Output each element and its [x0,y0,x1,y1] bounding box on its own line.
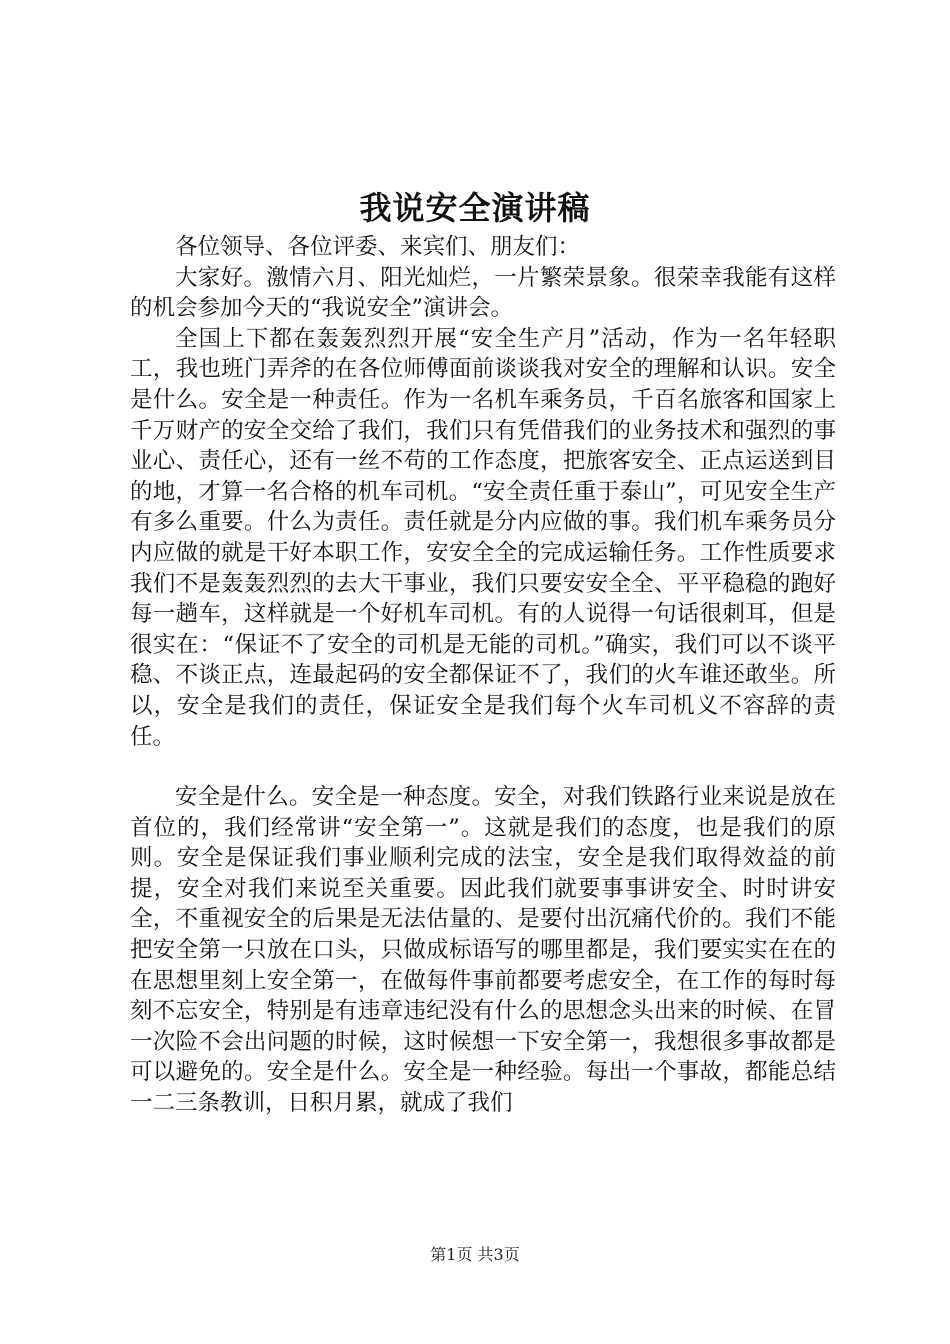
document-body [130,232,836,1119]
page-footer: 第1页 共3页 [430,1245,520,1264]
document-title: 我说安全演讲稿 [359,189,591,227]
attitude-paragraph: 安全是什么。安全是一种态度。安全，对我们铁路行业来说是放在首位的，我们经常讲“安全第一”。这就是我们的态度，也是我们的原则。安全是保证我们事业顺利完成的法宝，安全是我们取得效益的前提，安全对我们来说至关重要。因此我们就要事事讲安全、时时讲安全，不重视安全的后果是无法估量的、是要付出沉痛代价的。我们不能把安全第一只放在口头，只做成标语写的哪里都是，我们要实实在在的在思想里刻上安全第一，在做每件事前都要考虑安全，在工作的每时每刻不忘安全，特别是有违章违纪没有什么的思想念头出来的时候、在冒一次险不会出问题的时候，这时候想一下安全第一，我想很多事故都是可以避免的。安全是什么。安全是一种经验。每出一个事故，都能总结一二三条教训，日积月累，就成了我们 [130,784,836,1117]
responsibility-paragraph: 全国上下都在轰轰烈烈开展“安全生产月”活动，作为一名年轻职工，我也班门弄斧的在各位师傅面前谈谈我对安全的理解和认识。安全是什么。安全是一种责任。作为一名机车乘务员，千百名旅客和国家上千万财产的安全交给了我们，我们只有凭借我们的业务技术和强烈的事业心、责任心，还有一丝不苟的工作态度，把旅客安全、正点运送到目的地，才算一名合格的机车司机。“安全责任重于泰山”，可见安全生产有多么重要。什么为责任。责任就是分内应做的事。我们机车乘务员分内应做的就是干好本职工作，安安全全的完成运输任务。工作性质要求我们不是轰轰烈烈的去大干事业，我们只要安安全全、平平稳稳的跑好每一趟车，这样就是一个好机车司机。有的人说得一句话很刺耳，但是很实在：“保证不了安全的司机是无能的司机。”确实，我们可以不谈平稳、不谈正点，连最起码的安全都保证不了，我们的火车谁还敢坐。所以，安全是我们的责任，保证安全是我们每个火车司机义不容辞的责任。 [130,325,836,750]
salutation-paragraph: 各位领导、各位评委、来宾们、朋友们： [175,234,581,260]
paragraph-gap [130,752,836,782]
greeting-paragraph: 大家好。激情六月、阳光灿烂，一片繁荣景象。很荣幸我能有这样的机会参加今天的“我说安全”演讲会。 [130,264,836,322]
